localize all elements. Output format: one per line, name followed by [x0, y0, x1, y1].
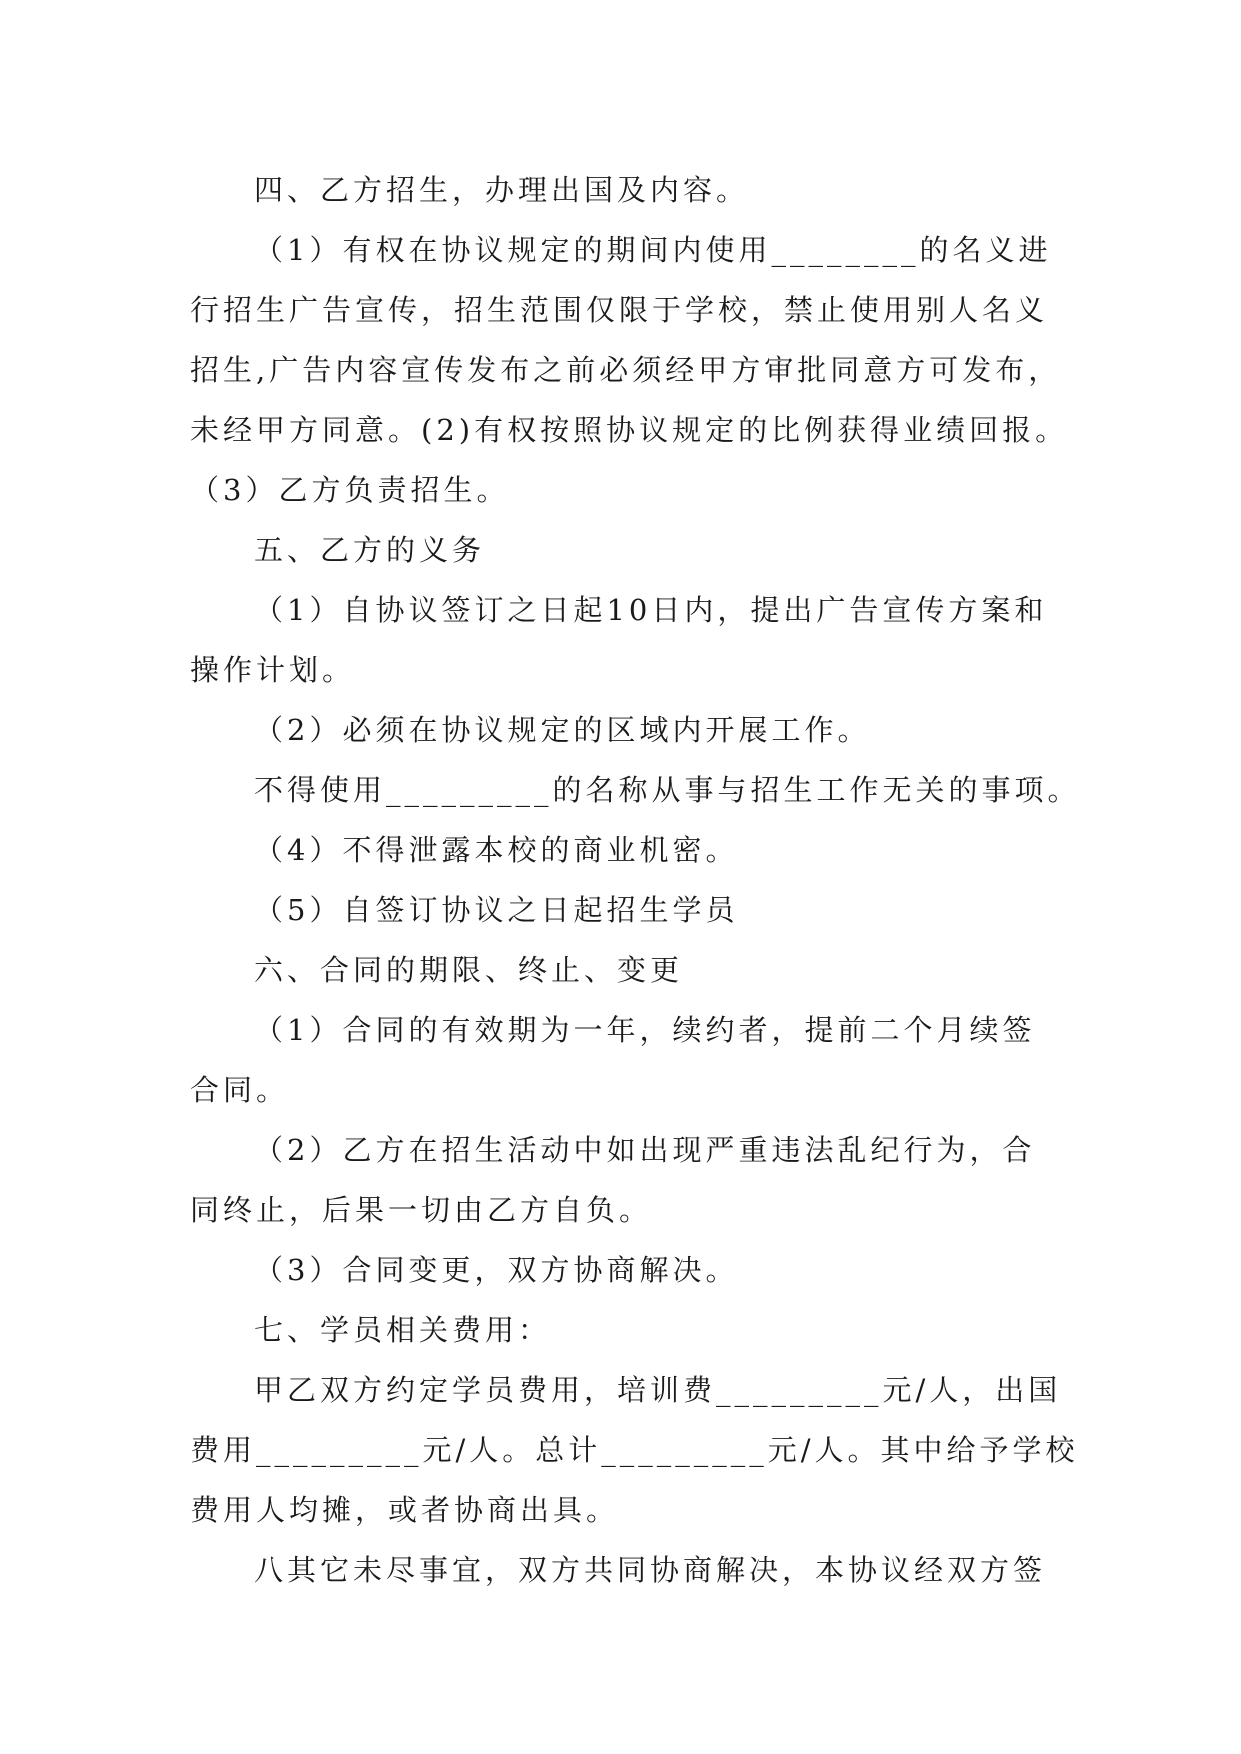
section-6-item-3: （3）合同变更，双方协商解决。 — [254, 1253, 739, 1287]
section-7-fees-line-1: 甲乙双方约定学员费用，培训费_________元/人，出国 — [254, 1373, 1062, 1407]
section-4-item-1-line-1: （1）有权在协议规定的期间内使用________的名义进 — [254, 233, 1052, 267]
section-7-heading: 七、学员相关费用： — [254, 1313, 552, 1347]
section-6-item-1-line-2: 合同。 — [190, 1073, 290, 1107]
section-5-item-5: （5）自签订协议之日起招生学员 — [254, 893, 739, 927]
section-7-fees-line-3: 费用人均摊，或者协商出具。 — [190, 1493, 620, 1527]
section-6-item-2-line-2: 同终止，后果一切由乙方自负。 — [190, 1193, 653, 1227]
document-body — [190, 160, 1081, 1600]
section-5-item-3: 不得使用_________的名称从事与招生工作无关的事项。 — [254, 773, 1081, 807]
section-6-item-1-line-1: （1）合同的有效期为一年，续约者，提前二个月续签 — [254, 1013, 1036, 1047]
section-5-item-1-line-1: （1）自协议签订之日起10日内，提出广告宣传方案和 — [254, 593, 1048, 627]
section-6-item-2-line-1: （2）乙方在招生活动中如出现严重违法乱纪行为，合 — [254, 1133, 1036, 1167]
section-7-fees-line-2: 费用_________元/人。总计_________元/人。其中给予学校 — [190, 1433, 1079, 1467]
section-4-item-1-line-3: 招生,广告内容宣传发布之前必须经甲方审批同意方可发布， — [190, 353, 1062, 387]
section-5-item-4: （4）不得泄露本校的商业机密。 — [254, 833, 739, 867]
section-4-heading: 四、乙方招生，办理出国及内容。 — [254, 173, 750, 207]
section-5-item-1-line-2: 操作计划。 — [190, 653, 356, 687]
section-4-item-2: 未经甲方同意。(2)有权按照协议规定的比例获得业绩回报。 — [190, 413, 1069, 447]
section-5-heading: 五、乙方的义务 — [254, 533, 486, 567]
section-8-line-1: 八其它未尽事宜，双方共同协商解决，本协议经双方签 — [254, 1553, 1047, 1587]
section-5-item-2: （2）必须在协议规定的区域内开展工作。 — [254, 713, 871, 747]
section-4-item-1-line-2: 行招生广告宣传，招生范围仅限于学校，禁止使用别人名义 — [190, 293, 1049, 327]
section-6-heading: 六、合同的期限、终止、变更 — [254, 953, 684, 987]
section-4-item-3: （3）乙方负责招生。 — [190, 473, 510, 507]
